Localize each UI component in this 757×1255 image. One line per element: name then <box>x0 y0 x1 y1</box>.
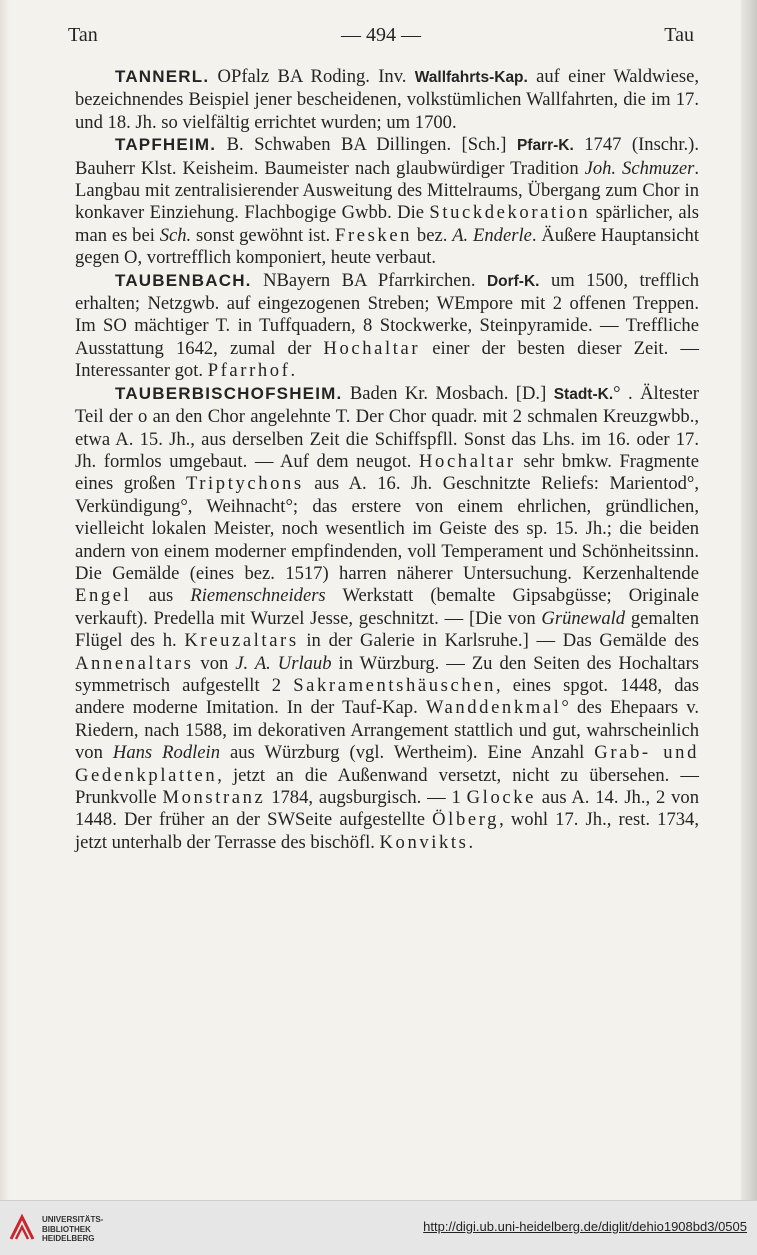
entry-paragraph <box>75 134 699 269</box>
text-run: Werkstatt (bemalte Gipsabgüsse; Originale verkauft). Predella mit Wurzel Jesse, geschnitzt. — [Die von <box>75 585 699 629</box>
spaced-emphasis: Triptychons <box>185 473 304 495</box>
text-run: , jetzt an die Außenwand versetzt, nicht zu übersehen. — Prunkvolle <box>75 764 699 808</box>
building-keyword: Wallfahrts-Kap. <box>414 69 528 86</box>
building-keyword: Dorf-K. <box>486 272 540 290</box>
entry-paragraph <box>75 270 699 383</box>
text-run: . Langbau mit zentralisierender Ausweitung des Mittelraums, Übergang zum Chor in konkaver Einziehung. Flachbogige Gwbb. Die <box>75 157 699 224</box>
text-run: gemalten Flügel des h. <box>75 607 700 652</box>
spaced-emphasis: Konvikts <box>379 831 469 853</box>
header-right-word: Tau <box>664 24 694 46</box>
viewer-footer <box>0 1200 757 1255</box>
text-run: NBayern BA Pfarrkirchen. <box>251 269 487 291</box>
spaced-emphasis: Hochaltar <box>419 450 516 472</box>
library-name-line: BIBLIOTHEK <box>42 1224 91 1234</box>
text-run: Baden Kr. Mosbach. [D.] <box>342 382 554 404</box>
spaced-emphasis: Kreuzaltars <box>184 630 299 652</box>
text-run: um 1500, trefflich erhalten; Netzgwb. auf eingezogenen Streben; WEmpore mit 2 offenen Treppen. Im SO mächtiger T. in Tuffquadern, 8 Stockwerke, Steinpyramide. — Treffliche Ausstattung 1642, zumal der <box>75 269 699 359</box>
running-header <box>68 24 694 50</box>
body-text <box>75 66 699 854</box>
permalink-url[interactable]: http://digi.ub.uni-heidelberg.de/diglit/dehio1908bd3/0505 <box>423 1219 747 1234</box>
artist-name: Hans Rodlein <box>112 742 221 764</box>
text-run: ° . Ältester Teil der o an den Chor angelehnte T. Der Chor quadr. mit 2 schmalen Kreuzgwbb., etwa A. 15. Jh., aus derselben Zeit die Schiffspfll. Sonst das Lhs. im 16. oder 17. Jh. formlos umgebaut. — Auf dem neugot. <box>75 382 699 472</box>
entry-paragraph <box>75 383 699 855</box>
library-name <box>42 1215 103 1244</box>
page-right-edge <box>741 0 757 1200</box>
spaced-emphasis: Annenaltars <box>75 652 194 674</box>
text-run: 1784, augsburgisch. — 1 <box>265 787 467 808</box>
library-name-line: UNIVERSITÄTS- <box>42 1215 104 1224</box>
text-run: von <box>193 652 236 674</box>
place-headword: TAUBERBISCHOFSHEIM. <box>115 383 343 403</box>
artist-name: Sch. <box>159 224 192 246</box>
spaced-emphasis: Monstranz <box>162 787 266 808</box>
spaced-emphasis: Glocke <box>466 787 536 808</box>
text-run: spärlicher, als man es bei <box>75 202 699 246</box>
artist-name: J. A. Urlaub <box>235 652 332 674</box>
text-run: aus <box>131 585 191 607</box>
text-run: in der Galerie in Karlsruhe.] — Das Gemälde des <box>298 630 700 652</box>
library-name-line: HEIDELBERG <box>42 1234 95 1243</box>
place-headword: TAPFHEIM. <box>115 135 217 155</box>
artist-name: A. Enderle <box>452 224 532 246</box>
spaced-emphasis: Grab- und Gedenkplatten <box>75 742 699 786</box>
text-run: ° des Ehepaars v. Riedern, nach 1588, im dekorativen Arrangement stattlich und gut, wahrscheinlich von <box>75 697 699 764</box>
spaced-emphasis: Sakramentshäuschen <box>293 674 496 696</box>
text-run: . Äußere Hauptansicht gegen O, vortrefflich komponiert, heute verbaut. <box>75 224 700 269</box>
spaced-emphasis: Hochaltar <box>323 337 421 359</box>
text-run: aus A. 16. Jh. Geschnitzte Reliefs: Marientod°, Verkündigung°, Weihnacht°; das erstere von einem ehrlichen, gründlichen, vielleicht lokalen Meister, noch wesentlich im Geiste des sp. 15. Jh.; die beiden andern von einem moderner empfindenden, voll Temperament und Schönheitssinn. Die Gemälde (eines bez. 1517) harren näherer Untersuchung. Kerzenhaltende <box>75 473 699 584</box>
spaced-emphasis: Stuckdekoration <box>429 202 591 224</box>
spaced-emphasis: Engel <box>75 585 132 607</box>
page-left-shadow <box>0 0 10 1200</box>
building-keyword: Pfarr-K. <box>516 137 574 155</box>
text-run: 1747 (Inschr.). Bauherr Klst. Keisheim. Baumeister nach glaubwürdiger Tradition <box>75 134 700 179</box>
text-run: einer der besten dieser Zeit. — Interessanter got. <box>75 337 699 382</box>
text-run: auf einer Waldwiese, bezeichnendes Beispiel jener bescheidenen, volkstümlichen Wallfahrten, die im 17. und 18. Jh. so vielfältig errichtet wurden; um 1700. <box>75 66 699 133</box>
heidelberg-library-logo-icon[interactable] <box>8 1213 36 1243</box>
text-run: aus A. 14. Jh., 2 von 1448. Der früher an der SWSeite aufgestellte <box>75 787 699 831</box>
place-headword: TANNERL. <box>115 67 210 86</box>
text-run: B. Schwaben BA Dillingen. [Sch.] <box>216 134 517 156</box>
text-run: sehr bmkw. Fragmente eines großen <box>75 450 699 495</box>
spaced-emphasis: Pfarrhof <box>207 360 291 382</box>
spaced-emphasis: Fresken <box>335 224 413 246</box>
page-number: — 494 — <box>341 24 421 46</box>
artist-name: Riemenschneiders <box>190 585 326 607</box>
spaced-emphasis: Wanddenkmal <box>425 697 562 719</box>
text-run: , eines spgot. 1448, das andere moderne Imitation. In der Tauf-Kap. <box>75 674 699 719</box>
text-run: . <box>290 360 296 382</box>
artist-name: Joh. Schmuzer <box>584 157 695 179</box>
text-run: sonst gewöhnt ist. <box>191 224 335 246</box>
entry-paragraph <box>75 66 699 134</box>
artist-name: Grünewald <box>541 607 626 629</box>
text-run: . <box>468 831 474 853</box>
text-run: , wohl 17. Jh., rest. 1734, jetzt unterhalb der Terrasse des bischöfl. <box>75 809 699 853</box>
building-keyword: Stadt-K. <box>553 385 614 403</box>
spaced-emphasis: Ölberg <box>432 809 500 831</box>
text-run: OPfalz BA Roding. Inv. <box>209 66 415 87</box>
place-headword: TAUBENBACH. <box>115 270 252 290</box>
text-run: bez. <box>412 224 453 246</box>
text-run: in Würzburg. — Zu den Seiten des Hochaltars symmetrisch aufgestellt 2 <box>75 652 700 696</box>
text-run: aus Würzburg (vgl. Wertheim). Eine Anzahl <box>220 742 595 764</box>
header-left-word: Tan <box>68 24 98 46</box>
